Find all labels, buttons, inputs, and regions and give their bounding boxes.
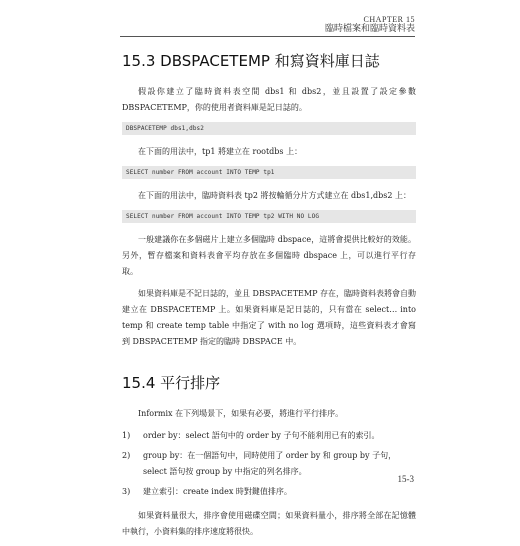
section-heading-15-3: 15.3 DBSPACETEMP 和寫資料庫日誌 (122, 52, 380, 70)
scenario-list (122, 428, 416, 500)
chapter-label: CHAPTER 15 (363, 15, 415, 24)
list-item-text: order by：select 語句中的 order by 子句不能利用已有的索引。 (143, 431, 380, 440)
page-number: 15-3 (397, 474, 414, 484)
chapter-title: 臨時檔案和臨時資料表 (324, 24, 415, 35)
code-block-tp2: SELECT number FROM account INTO TEMP tp2 WITH NO LOG (122, 210, 416, 223)
paragraph-tp2: 在下面的用法中，臨時資料表 tp2 將按輪循分片方式建立在 dbs1,dbs2 上： (138, 191, 412, 200)
header-divider (120, 36, 415, 37)
paragraph-logging: 如果資料庫是不記日誌的，並且 DBSPACETEMP 存在，臨時資料表將會自動建立在 DBSPACETEMP 上。如果資料庫是記日誌的，只有當在 select… into temp 和 create temp table 中指定了 with no log 選項時，這些資料表才會寫到 DBSPACETEMP 指定的臨時 DBSPACE 中。 (122, 289, 416, 346)
list-item-number: 3) (122, 487, 131, 496)
paragraph-closing: 如果資料量很大，排序會使用磁碟空間；如果資料量小，排序將全部在記憶體中執行，小資料集的排序速度將很快。 (122, 511, 416, 536)
code-block-tp1: SELECT number FROM account INTO TEMP tp1 (122, 166, 416, 179)
list-item-text: group by：在一個語句中，同時使用了 order by 和 group by 子句，select 語句按 group by 中指定的列名排序。 (143, 451, 397, 476)
page-content (122, 50, 416, 546)
code-block-dbspacetemp: DBSPACETEMP dbs1,dbs2 (122, 122, 416, 135)
section-heading-15-4: 15.4 平行排序 (122, 374, 221, 392)
list-item-number: 2) (122, 451, 131, 460)
paragraph-tp1: 在下面的用法中，tp1 將建立在 rootdbs 上： (138, 147, 303, 156)
list-item (122, 428, 416, 444)
paragraph-parallel-intro: Informix 在下列場景下，如果有必要，將進行平行排序。 (138, 409, 344, 418)
paragraph-recommendation: 一般建議你在多個磁片上建立多個臨時 dbspace，這將會提供比較好的效能。另外，暫存檔案和資料表會平均存放在多個臨時 dbspace 上，可以進行平行存取。 (122, 235, 416, 276)
list-item-number: 1) (122, 431, 131, 440)
list-item-text: 建立索引：create index 時對鍵值排序。 (143, 487, 292, 496)
list-item (122, 448, 416, 480)
paragraph-intro: 假設你建立了臨時資料表空間 dbs1 和 dbs2，並且設置了設定參數 DBSPACETEMP，你的使用者資料庫是記日誌的。 (122, 87, 416, 112)
list-item (122, 484, 416, 500)
running-header (325, 15, 415, 35)
